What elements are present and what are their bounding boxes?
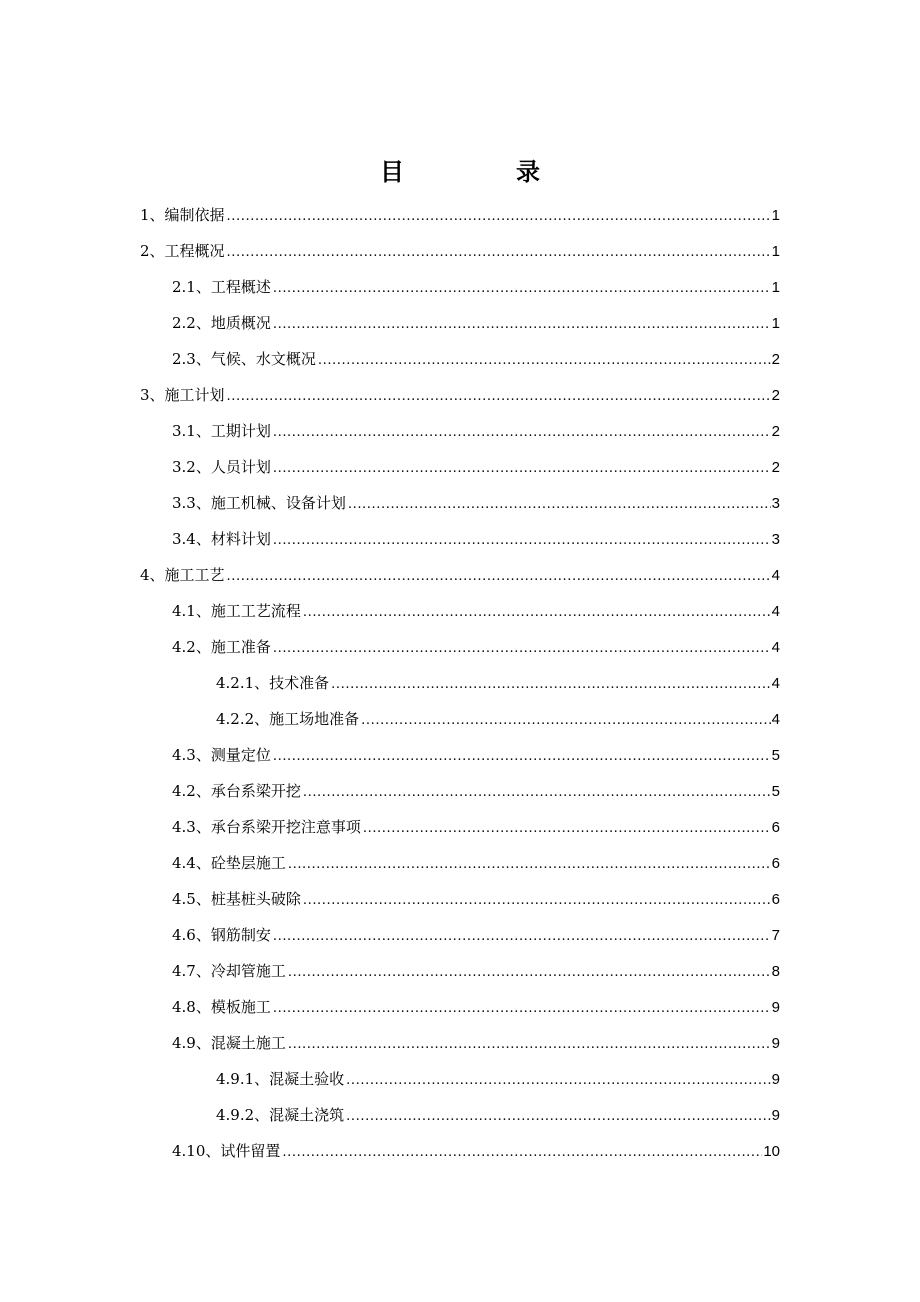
toc-entry[interactable]: [216, 1061, 780, 1097]
toc-title: 目 录: [380, 157, 584, 186]
toc-entry[interactable]: [172, 989, 780, 1025]
toc-dot-leader: [318, 343, 771, 379]
toc-entry-page: 1: [771, 279, 780, 296]
toc-entry-label: 4.2.2、施工场地准备: [216, 710, 360, 728]
toc-entry-label: 1、编制依据: [140, 206, 225, 224]
toc-entry-page: 10: [763, 1143, 780, 1160]
toc-dot-leader: [303, 595, 771, 631]
toc-entry-label: 4.9.1、混凝土验收: [216, 1070, 345, 1088]
toc-dot-leader: [273, 451, 771, 487]
toc-entry-label: 4.9、混凝土施工: [172, 1034, 286, 1052]
toc-entry-page: 2: [771, 423, 780, 440]
toc-entry-page: 4: [771, 711, 780, 728]
toc-entry-page: 1: [771, 243, 780, 260]
toc-dot-leader: [288, 955, 771, 991]
toc-entry-page: 3: [771, 495, 780, 512]
toc-entry[interactable]: [172, 845, 780, 881]
toc-entry-page: 4: [771, 639, 780, 656]
toc-dot-leader: [346, 1063, 770, 1099]
toc-entry-label: 2、工程概况: [140, 242, 225, 260]
toc-entry-page: 2: [771, 387, 780, 404]
toc-entry-label: 4.1、施工工艺流程: [172, 602, 301, 620]
toc-entry-label: 4.2、承台系梁开挖: [172, 782, 301, 800]
toc-dot-leader: [273, 523, 771, 559]
toc-dot-leader: [303, 883, 771, 919]
toc-entry-label: 2.2、地质概况: [172, 314, 271, 332]
toc-entry-label: 4.3、测量定位: [172, 746, 271, 764]
toc-entry-label: 4.6、钢筋制安: [172, 926, 271, 944]
toc-entry-label: 2.3、气候、水文概况: [172, 350, 316, 368]
toc-dot-leader: [363, 811, 771, 847]
toc-entry-page: 2: [771, 459, 780, 476]
toc-entry-label: 3.4、材料计划: [172, 530, 271, 548]
toc-entry-page: 6: [771, 855, 780, 872]
toc-entry[interactable]: [172, 1133, 780, 1169]
toc-entry-page: 6: [771, 819, 780, 836]
toc-entry[interactable]: [172, 593, 780, 629]
toc-entry[interactable]: [216, 1097, 780, 1133]
toc-entry[interactable]: [172, 269, 780, 305]
toc-dot-leader: [273, 739, 771, 775]
toc-entry[interactable]: [172, 737, 780, 773]
toc-entry-page: 5: [771, 747, 780, 764]
toc-entry[interactable]: [172, 953, 780, 989]
toc-entry-page: 9: [771, 1107, 780, 1124]
toc-entry-label: 3.3、施工机械、设备计划: [172, 494, 346, 512]
toc-entry-label: 3、施工计划: [140, 386, 225, 404]
toc-entry-label: 2.1、工程概述: [172, 278, 271, 296]
toc-dot-leader: [348, 487, 771, 523]
toc-entry-page: 1: [771, 207, 780, 224]
toc-entry-label: 4、施工工艺: [140, 566, 225, 584]
toc-entry-label: 3.2、人员计划: [172, 458, 271, 476]
toc-entry[interactable]: [172, 917, 780, 953]
toc-dot-leader: [227, 379, 771, 415]
toc-entry[interactable]: [140, 197, 780, 233]
toc-entry-page: 1: [771, 315, 780, 332]
toc-dot-leader: [273, 991, 771, 1027]
toc-entry[interactable]: [172, 809, 780, 845]
toc-entry[interactable]: [172, 305, 780, 341]
toc-entry-label: 4.3、承台系梁开挖注意事项: [172, 818, 361, 836]
toc-dot-leader: [273, 415, 771, 451]
toc-entry[interactable]: [172, 485, 780, 521]
toc-entry-label: 4.8、模板施工: [172, 998, 271, 1016]
toc-entry-page: 9: [771, 1071, 780, 1088]
toc-dot-leader: [227, 235, 771, 271]
toc-entry-label: 4.5、桩基桩头破除: [172, 890, 301, 908]
toc-dot-leader: [361, 703, 770, 739]
toc-dot-leader: [273, 919, 771, 955]
toc-entry-page: 3: [771, 531, 780, 548]
toc-dot-leader: [282, 1135, 762, 1171]
toc-dot-leader: [273, 271, 771, 307]
toc-entry[interactable]: [140, 377, 780, 413]
toc-entry[interactable]: [140, 233, 780, 269]
toc-entry-label: 3.1、工期计划: [172, 422, 271, 440]
toc-entry[interactable]: [172, 341, 780, 377]
toc-dot-leader: [227, 559, 771, 595]
toc-entry-page: 7: [771, 927, 780, 944]
toc-entry-page: 5: [771, 783, 780, 800]
toc-entry[interactable]: [172, 881, 780, 917]
toc-entry-page: 2: [771, 351, 780, 368]
toc-dot-leader: [227, 199, 771, 235]
toc-entry-page: 4: [771, 567, 780, 584]
toc-dot-leader: [273, 631, 771, 667]
toc-entry-page: 9: [771, 999, 780, 1016]
toc-entry[interactable]: [140, 557, 780, 593]
toc-dot-leader: [288, 847, 771, 883]
toc-entry-label: 4.10、试件留置: [172, 1142, 281, 1160]
toc-entry-page: 4: [771, 603, 780, 620]
toc-dot-leader: [273, 307, 771, 343]
toc-entry-page: 4: [771, 675, 780, 692]
toc-entry-label: 4.7、冷却管施工: [172, 962, 286, 980]
toc-entry-label: 4.9.2、混凝土浇筑: [216, 1106, 345, 1124]
toc-entry[interactable]: [216, 665, 780, 701]
toc-entry[interactable]: [172, 521, 780, 557]
toc-dot-leader: [331, 667, 770, 703]
toc-entry-label: 4.4、砼垫层施工: [172, 854, 286, 872]
toc-entry-label: 4.2.1、技术准备: [216, 674, 330, 692]
toc-dot-leader: [303, 775, 771, 811]
toc-dot-leader: [346, 1099, 770, 1135]
toc-entry[interactable]: [172, 1025, 780, 1061]
toc-entry-label: 4.2、施工准备: [172, 638, 271, 656]
toc-entry-page: 8: [771, 963, 780, 980]
toc-entry[interactable]: [216, 701, 780, 737]
toc-entry-page: 6: [771, 891, 780, 908]
toc-entry[interactable]: [172, 773, 780, 809]
toc-dot-leader: [288, 1027, 771, 1063]
toc-entry-page: 9: [771, 1035, 780, 1052]
toc-entry[interactable]: [172, 629, 780, 665]
toc-entry[interactable]: [172, 449, 780, 485]
toc-entry[interactable]: [172, 413, 780, 449]
